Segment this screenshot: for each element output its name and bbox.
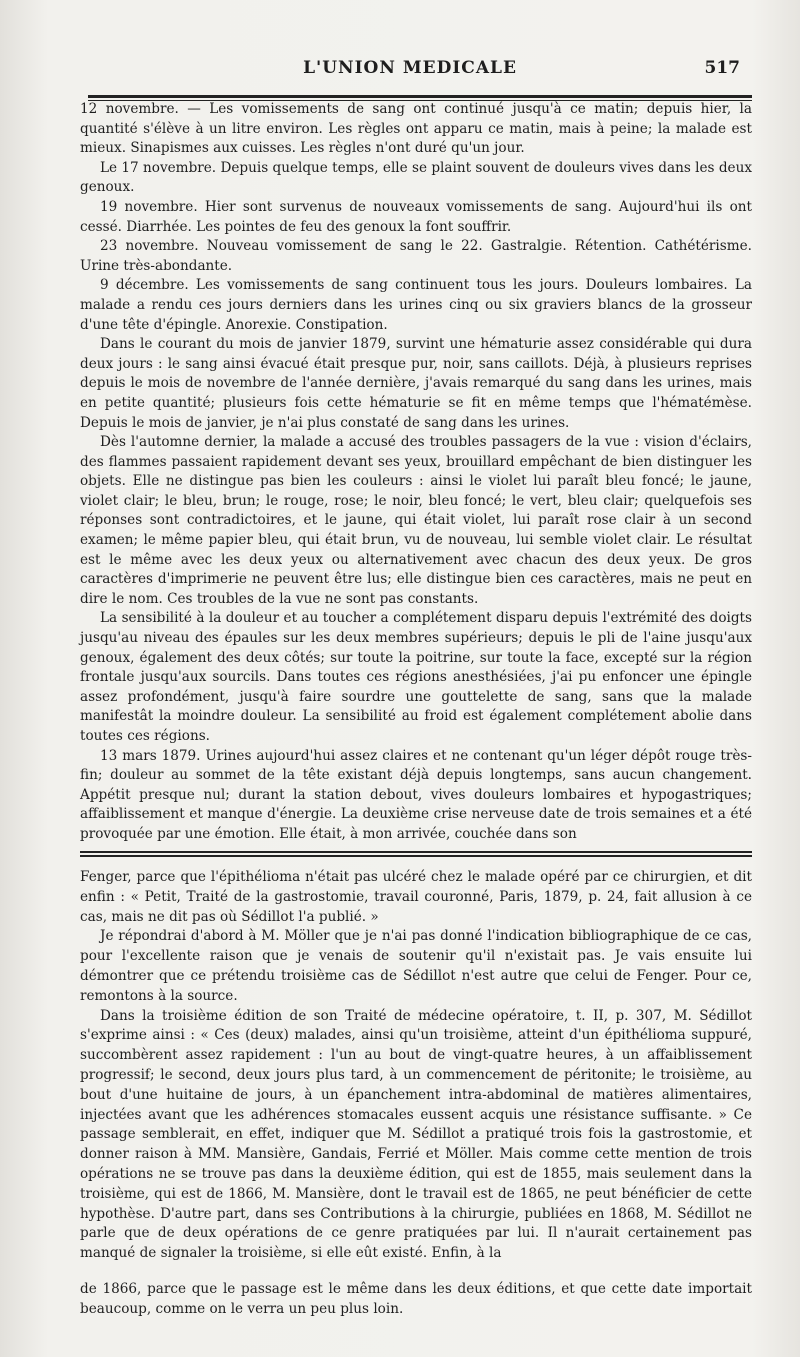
paragraph: 13 mars 1879. Urines aujourd'hui assez claires et ne contenant qu'un léger dépôt rouge très-fin; douleur au sommet de la tête existant déjà depuis longtemps, sans aucun changement. Appétit presque nul; durant la station debout, vives douleurs lombaires et hypogastriques; affaiblissement et manque d'énergie. La deuxième crise nerveuse date de trois semaines et a été provoquée par une émotion. Elle était, à mon arrivée, couchée dans son xyxy=(80,747,752,842)
paragraph: Je répondrai d'abord à M. Möller que je n'ai pas donné l'indication bibliographique de ce cas, pour l'excellente raison que je venais de soutenir qu'il n'existait pas. Je vais ensuite lui démontrer que ce prétendu troisième cas de Sédillot n'est autre que celui de Fenger. Pour ce, remontons à la source. xyxy=(80,928,752,1004)
paragraph: 23 novembre. Nouveau vomissement de sang le 22. Gastralgie. Rétention. Cathétérisme. Urine très-abondante. xyxy=(80,238,752,274)
paragraph: Fenger, parce que l'épithélioma n'était pas ulcéré chez le malade opéré par ce chirurgien, et dit enfin : « Petit, Traité de la gastrostomie, travail couronné, Paris, 1879, p. 24, fait allusion à ce cas, mais ne dit pas où Sédillot l'a publié. » xyxy=(80,869,752,925)
feuilleton-text xyxy=(80,868,752,1264)
paragraph: Dès l'automne dernier, la malade a accusé des troubles passagers de la vue : vision d'éclairs, des flammes passaient rapidement devant ses yeux, brouillard empêchant de bien distinguer les objets. Elle ne distingue pas bien les couleurs : ainsi le violet lui paraît bleu foncé; le jaune, violet clair; le bleu, brun; le rouge, rose; le noir, bleu foncé; le vert, bleu clair; quelquefois ses réponses sont contradictoires, et le jaune, qui était violet, lui paraît rose clair à un second examen; le même papier bleu, qui était brun, vu de nouveau, lui semble violet clair. Le résultat est le même avec les deux yeux ou alternativement avec chacun des deux yeux. De gros caractères d'imprimerie ne peuvent être lus; elle distingue bien ces caractères, mais ne peut en dire le nom. Ces troubles de la vue ne sont pas constants. xyxy=(80,434,752,607)
main-text xyxy=(80,100,752,845)
section-divider xyxy=(80,851,752,857)
continuation-text xyxy=(80,1280,752,1320)
paragraph: 12 novembre. — Les vomissements de sang ont continué jusqu'à ce matin; depuis hier, la quantité s'élève à un litre environ. Les règles ont apparu ce matin, mais à peine; la malade est mieux. Sinapismes aux cuisses. Les règles n'ont duré qu'un jour. xyxy=(80,101,752,157)
page-number: 517 xyxy=(704,58,740,78)
paragraph: Dans le courant du mois de janvier 1879, survint une hématurie assez considérable qui dura deux jours : le sang ainsi évacué était presque pur, noir, sans caillots. Déjà, à plusieurs reprises depuis le mois de novembre de l'année dernière, j'avais remarqué du sang dans les urines, mais en petite quantité; plusieurs fois cette hématurie se fit en même temps que l'hématémèse. Depuis le mois de janvier, je n'ai plus constaté de sang dans les urines. xyxy=(80,336,752,431)
paragraph: Dans la troisième édition de son Traité de médecine opératoire, t. II, p. 307, M. Sédillot s'exprime ainsi : « Ces (deux) malades, ainsi qu'un troisième, atteint d'un épithélioma suppuré, succombèrent assez rapidement : l'un au bout de vingt-quatre heures, à un affaiblissement progressif; le second, deux jours plus tard, à un commencement de péritonite; le troisième, au bout d'une huitaine de jours, à un épanchement intra-abdominal de matières alimentaires, injectées avant que les adhérences stomacales eussent acquis une résistance suffisante. » Ce passage semblerait, en effet, indiquer que M. Sédillot a pratiqué trois fois la gastrostomie, et donner raison à MM. Mansière, Gandais, Ferrié et Möller. Mais comme cette mention de trois opérations ne se trouve pas dans la deuxième édition, qui est de 1855, mais seulement dans la troisième, qui est de 1866, M. Mansière, dont le travail est de 1865, ne peut bénéficier de cette hypothèse. D'autre part, dans ses Contributions à la chirurgie, publiées en 1868, M. Sédillot ne parle que de deux opérations de ce genre pratiquées par lui. Il n'aurait certainement pas manqué de signaler la troisième, si elle eût existé. Enfin, à la xyxy=(80,1007,752,1262)
paragraph: 9 décembre. Les vomissements de sang continuent tous les jours. Douleurs lombaires. La malade a rendu ces jours derniers dans les urines cinq ou six graviers blancs de la grosseur d'une tête d'épingle. Anorexie. Constipation. xyxy=(80,277,752,333)
running-header xyxy=(80,58,740,86)
paragraph: de 1866, parce que le passage est le même dans les deux éditions, et que cette date importait beaucoup, comme on le verra un peu plus loin. xyxy=(80,1281,752,1317)
journal-title: L'UNION MEDICALE xyxy=(303,58,517,78)
paragraph: Le 17 novembre. Depuis quelque temps, elle se plaint souvent de douleurs vives dans les deux genoux. xyxy=(80,159,752,196)
paragraph: La sensibilité à la douleur et au toucher a complétement disparu depuis l'extrémité des doigts jusqu'au niveau des épaules sur les deux membres supérieurs; depuis le pli de l'aine jusqu'aux genoux, également des deux côtés; sur toute la poitrine, sur toute la face, excepté sur la région frontale jusqu'aux sourcils. Dans toutes ces régions anesthésiées, j'ai pu enfoncer une épingle assez profondément, jusqu'à faire sourdre une gouttelette de sang, sans que la malade manifestât la moindre douleur. La sensibilité au froid est également complétement abolie dans toutes ces régions. xyxy=(80,610,752,744)
paragraph: 19 novembre. Hier sont survenus de nouveaux vomissements de sang. Aujourd'hui ils ont cessé. Diarrhée. Les pointes de feu des genoux la font souffrir. xyxy=(80,198,752,235)
